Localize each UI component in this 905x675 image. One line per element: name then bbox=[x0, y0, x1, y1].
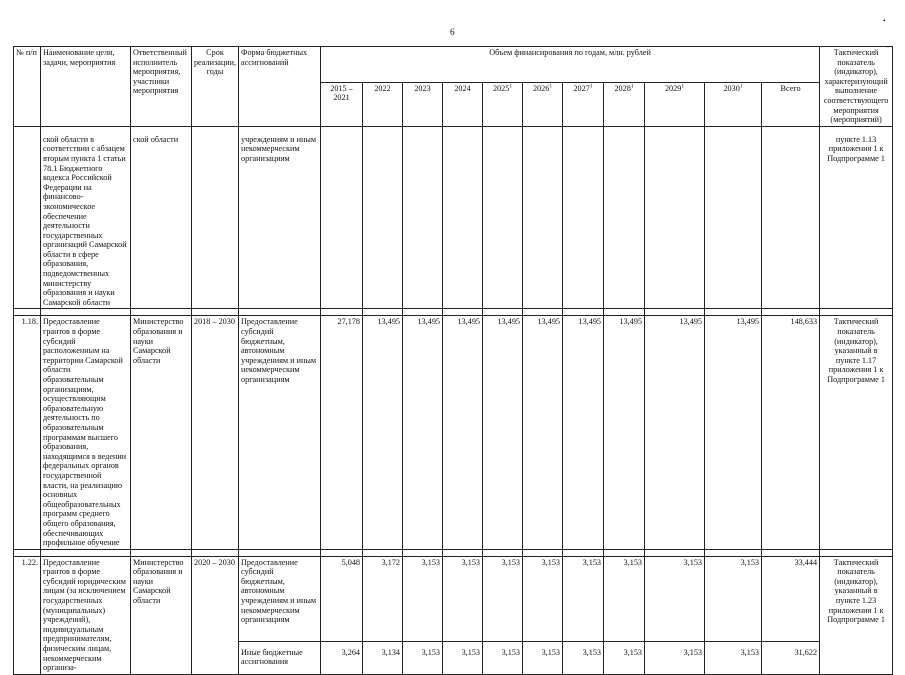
row-total: 31,622 bbox=[762, 641, 820, 674]
row-value: 3,153 bbox=[483, 556, 523, 641]
row-value bbox=[403, 126, 443, 309]
row-value: 3,153 bbox=[443, 556, 483, 641]
row-value bbox=[363, 126, 403, 309]
row-value: 3,134 bbox=[363, 641, 403, 674]
row-form: учреждениям и иным некоммерческим организациям bbox=[239, 126, 321, 309]
table-row bbox=[14, 316, 893, 549]
row-value: 13,495 bbox=[443, 316, 483, 549]
row-value: 13,495 bbox=[645, 316, 705, 549]
header-year: 2026$^1$ bbox=[523, 82, 563, 126]
corner-mark: • bbox=[883, 17, 886, 25]
row-term bbox=[192, 126, 239, 309]
row-value: 3,153 bbox=[604, 556, 645, 641]
row-value: 3,153 bbox=[705, 641, 762, 674]
row-value bbox=[645, 126, 705, 309]
row-form: Иные бюджетные ассигнования bbox=[239, 641, 321, 674]
row-value: 3,153 bbox=[523, 556, 563, 641]
header-indicator: Тактический показатель (индикатор), характеризующий выполнение соответствующего мероприятия (мероприятий) bbox=[820, 47, 893, 127]
row-value: 3,153 bbox=[523, 641, 563, 674]
row-value: 3,264 bbox=[321, 641, 363, 674]
header-year: 2015 – 2021 bbox=[321, 82, 363, 126]
row-value bbox=[483, 126, 523, 309]
row-value: 13,495 bbox=[403, 316, 443, 549]
row-form: Предоставление субсидий бюджетным, автономным учреждениям и иным некоммерческим организациям bbox=[239, 316, 321, 549]
row-value: 13,495 bbox=[705, 316, 762, 549]
header-name: Наименование цели, задачи, мероприятия bbox=[41, 47, 131, 127]
row-num: 1.22. bbox=[14, 556, 41, 674]
row-value: 3,172 bbox=[363, 556, 403, 641]
row-term: 2020 – 2030 bbox=[192, 556, 239, 674]
row-value: 3,153 bbox=[604, 641, 645, 674]
row-name: Предоставление грантов в форме субсидий юридическим лицам (за исключением государственных (муниципальных) учреждений), индивидуальным предпринимателям, физическим лицам, некоммерческим организа- bbox=[41, 556, 131, 674]
row-value: 27,178 bbox=[321, 316, 363, 549]
row-value: 3,153 bbox=[403, 641, 443, 674]
row-value: 3,153 bbox=[645, 556, 705, 641]
table-row bbox=[14, 556, 893, 641]
financing-table bbox=[13, 46, 893, 675]
row-total bbox=[762, 126, 820, 309]
row-value: 3,153 bbox=[645, 641, 705, 674]
corner-mark: - bbox=[886, 41, 889, 51]
row-num bbox=[14, 126, 41, 309]
row-term: 2018 – 2030 bbox=[192, 316, 239, 549]
page-number: 6 bbox=[450, 27, 455, 37]
row-responsible: Министерство образования и науки Самарской области bbox=[131, 556, 192, 674]
row-value: 3,153 bbox=[705, 556, 762, 641]
row-value: 13,495 bbox=[483, 316, 523, 549]
row-value: 13,495 bbox=[523, 316, 563, 549]
row-total: 33,444 bbox=[762, 556, 820, 641]
row-value: 3,153 bbox=[563, 641, 604, 674]
header-row bbox=[14, 47, 893, 83]
header-year: 2023 bbox=[403, 82, 443, 126]
row-value: 3,153 bbox=[443, 641, 483, 674]
row-value bbox=[604, 126, 645, 309]
row-total: 148,633 bbox=[762, 316, 820, 549]
row-value: 3,153 bbox=[403, 556, 443, 641]
row-form: Предоставление субсидий бюджетным, автономным учреждениям и иным некоммерческим организациям bbox=[239, 556, 321, 641]
row-name: ской области в соответствии с абзацем вторым пункта 1 статьи 78.1 Бюджетного кодекса Российской Федерации на финансово-экономическое обеспечение деятельности государственных организаций Самарской области в сфере образования, подведомственных министерству образования и науки Самарской области bbox=[41, 126, 131, 309]
header-year: 2029$^1$ bbox=[645, 82, 705, 126]
row-value bbox=[321, 126, 363, 309]
header-year: 2028$^1$ bbox=[604, 82, 645, 126]
row-responsible: ской области bbox=[131, 126, 192, 309]
header-year: 2030$^1$ bbox=[705, 82, 762, 126]
header-num: № п/п bbox=[14, 47, 41, 127]
table-row bbox=[14, 126, 893, 309]
row-value: 5,048 bbox=[321, 556, 363, 641]
row-value bbox=[563, 126, 604, 309]
row-name: Предоставление грантов в форме субсидий расположенным на территории Самарской области образовательным организациям, осуществляющим образовательную деятельность по образовательным программам высшего образования, находящимся в ведении федеральных органов государственной власти, на реализацию основных общеобразовательных программ среднего общего образования, обеспечивающих профильное обучение bbox=[41, 316, 131, 549]
header-year: 2025$^1$ bbox=[483, 82, 523, 126]
row-value: 13,495 bbox=[604, 316, 645, 549]
row-value: 3,153 bbox=[483, 641, 523, 674]
header-form: Форма бюджетных ассигнований bbox=[239, 47, 321, 127]
row-indicator: Тактический показатель (индикатор), указанный в пункте 1.17 приложения 1 к Подпрограмме 1 bbox=[820, 316, 893, 549]
row-value: 13,495 bbox=[563, 316, 604, 549]
row-num: 1.18. bbox=[14, 316, 41, 549]
header-term: Срок реализации, годы bbox=[192, 47, 239, 127]
row-value bbox=[523, 126, 563, 309]
row-indicator: пункте 1.13 приложения 1 к Подпрограмме 1 bbox=[820, 126, 893, 309]
header-volume: Объем финансирования по годам, млн. рублей bbox=[321, 47, 820, 83]
row-value bbox=[443, 126, 483, 309]
row-value: 13,495 bbox=[363, 316, 403, 549]
row-responsible: Министерство образования и науки Самарской области bbox=[131, 316, 192, 549]
row-indicator: Тактический показатель (индикатор), указанный в пункте 1.23 приложения 1 к Подпрограмме 1 bbox=[820, 556, 893, 674]
header-responsible: Ответственный исполнитель мероприятия, участники мероприятия bbox=[131, 47, 192, 127]
header-year: 2022 bbox=[363, 82, 403, 126]
header-year: 2027$^1$ bbox=[563, 82, 604, 126]
header-year-total: Всего bbox=[762, 82, 820, 126]
row-value: 3,153 bbox=[563, 556, 604, 641]
row-value bbox=[705, 126, 762, 309]
header-year: 2024 bbox=[443, 82, 483, 126]
